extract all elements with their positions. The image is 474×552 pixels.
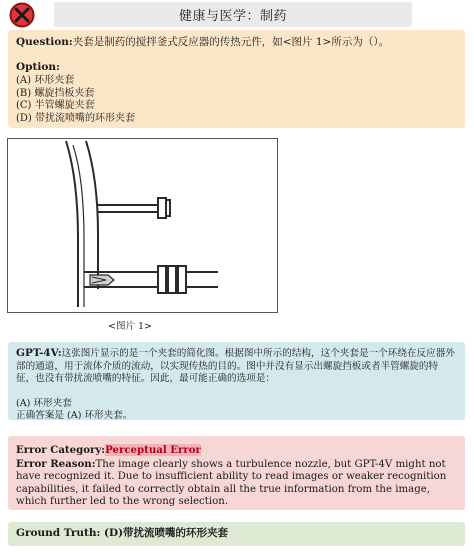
gpt4v-response (16, 347, 457, 386)
ground-truth-label: Ground Truth: (16, 527, 101, 539)
error-category-value: Perceptual Error (105, 444, 201, 456)
gpt4v-panel (8, 342, 465, 420)
question-text: 夹套是制药的搅拌釜式反应器的传热元件，如<图片 1>所示为（）。 (72, 36, 390, 48)
ground-truth-value: (D)带扰流喷嘴的环形夹套 (104, 527, 229, 539)
ground-truth-panel (8, 522, 465, 546)
option-c: (C) 半管螺旋夹套 (16, 100, 95, 111)
jacket-figure (7, 138, 278, 313)
option-d: (D) 带扰流喷嘴的环形夹套 (16, 112, 135, 124)
page-title-text: 健康与医学：制药 (178, 9, 287, 24)
question-panel (8, 30, 465, 128)
error-reason-line (16, 458, 457, 509)
gpt4v-final-line: 正确答案是 (A) 环形夹套。 (16, 410, 133, 421)
figure-caption: <图片 1> (108, 321, 152, 332)
gpt4v-text: 这张图片显示的是一个夹套的简化图。根据图中所示的结构，这个夹套是一个环绕在反应器外部的通道，用于流体介质的流动，以实现传热的目的。图中并没有显示出螺旋挡板或者半管螺旋的特征，也没有带扰流喷嘴的特征。因此，最可能正确的选项是： (16, 348, 455, 384)
error-category-label: Error Category: (16, 444, 106, 456)
jacket-diagram (8, 139, 277, 312)
gpt4v-label: GPT-4V: (16, 347, 62, 359)
error-reason-label: Error Reason: (16, 457, 96, 470)
wrong-x-icon (4, 2, 40, 28)
question-label: Question: (16, 36, 73, 48)
error-reason-text: The image clearly shows a turbulence nozzle, but GPT-4V might not have recognized it. Due to insufficient ability to read images or weaker recognition capabilities, it failed to correctly obtain all the true information from the image, which further led to the wrong selection. (16, 458, 447, 507)
error-category-line (16, 444, 457, 458)
gpt4v-answer-line: (A) 环形夹套 (16, 397, 72, 409)
options-title: Option: (16, 61, 60, 73)
option-a: (A) 环形夹套 (16, 75, 75, 86)
error-panel (8, 436, 465, 510)
page-title (54, 2, 412, 27)
question-line (16, 36, 457, 49)
option-b: (B) 螺旋挡板夹套 (16, 87, 95, 99)
